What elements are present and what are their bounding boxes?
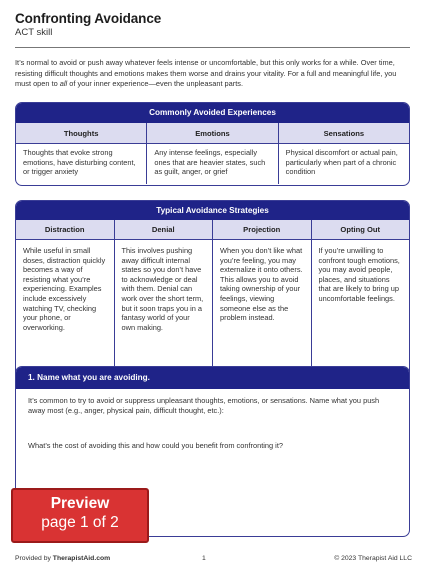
intro-emphasis: all: [59, 79, 68, 89]
avoidance-strategies-table: [15, 200, 410, 386]
column-text: Any intense feelings, especially ones that are heavier states, such as guilt, anger, or grief: [154, 148, 266, 177]
column-heading: Distraction: [16, 220, 114, 240]
footer-page-number: 1: [202, 555, 206, 562]
column-opting-out: [311, 220, 410, 385]
column-heading: Thoughts: [16, 123, 146, 144]
intro-text-1: It’s normal to avoid or push away whatever feels intense or uncomfortable, but this only works for a while. Over time, resisting difficult thoughts and emotions makes them worse and drains your vitality. For a full and meaningful life, you must open to: [15, 58, 397, 89]
exercise-question-2: What’s the cost of avoiding this and how could you benefit from confronting it?: [28, 440, 283, 450]
column-heading: Emotions: [147, 123, 277, 144]
column-thoughts: [16, 123, 146, 184]
footer-copyright: © 2023 Therapist Aid LLC: [334, 555, 412, 562]
column-heading: Sensations: [279, 123, 409, 144]
column-text: When you don’t like what you’re feeling, you may externalize it onto others. This allows you to avoid taking ownership of your feelings, viewing someone else as the problem instead.: [220, 246, 303, 323]
page-subtitle: ACT skill: [15, 27, 53, 38]
exercise-question-1: It’s common to try to avoid or suppress unpleasant thoughts, emotions, or sensations. Name what you push away most (e.g., anger, physical pain, difficult thought, etc.):: [28, 396, 380, 416]
page-title: Confronting Avoidance: [15, 11, 162, 26]
column-text: This involves pushing away difficult internal states so you don’t have to acknowledge or deal with them. Denial can work over the short term, but it soon traps you in a fantasy world of your own making.: [121, 246, 204, 332]
page-header: [15, 11, 410, 38]
preview-page-indicator: page 1 of 2: [41, 514, 119, 531]
exercise-title: 1. Name what you are avoiding.: [16, 367, 409, 389]
header-divider: [15, 47, 410, 48]
footer-brand-link[interactable]: TherapistAid.com: [52, 555, 111, 562]
intro-paragraph: [15, 58, 412, 90]
footer-provided-by: Provided by: [15, 555, 51, 562]
column-text: If you’re unwilling to confront tough emotions, you may avoid people, places, and situations that are likely to bring up uncomfortable feelings.: [318, 246, 400, 303]
preview-badge: [11, 488, 149, 543]
column-heading: Denial: [115, 220, 213, 240]
avoided-experiences-table: [15, 102, 410, 186]
column-sensations: [278, 123, 409, 184]
column-text: Thoughts that evoke strong emotions, have disturbing content, or trigger anxiety: [23, 148, 136, 177]
column-text: While useful in small doses, distraction quickly becomes a way of resisting what you’re experiencing. Examples include excessively watching TV, checking your phone, or overworking.: [23, 246, 106, 332]
footer-credit: [15, 555, 110, 562]
preview-title: Preview: [50, 495, 110, 512]
avoidance-strategies-title: Typical Avoidance Strategies: [16, 201, 409, 220]
column-emotions: [146, 123, 277, 184]
column-text: Physical discomfort or actual pain, particularly when part of a chronic condition: [285, 148, 398, 177]
column-heading: Projection: [213, 220, 311, 240]
avoided-experiences-title: Commonly Avoided Experiences: [16, 103, 409, 123]
column-distraction: [16, 220, 114, 385]
intro-text-2: of your inner experience—even the unpleasant parts.: [67, 79, 244, 89]
column-projection: [212, 220, 311, 385]
column-denial: [114, 220, 213, 385]
column-heading: Opting Out: [312, 220, 410, 240]
